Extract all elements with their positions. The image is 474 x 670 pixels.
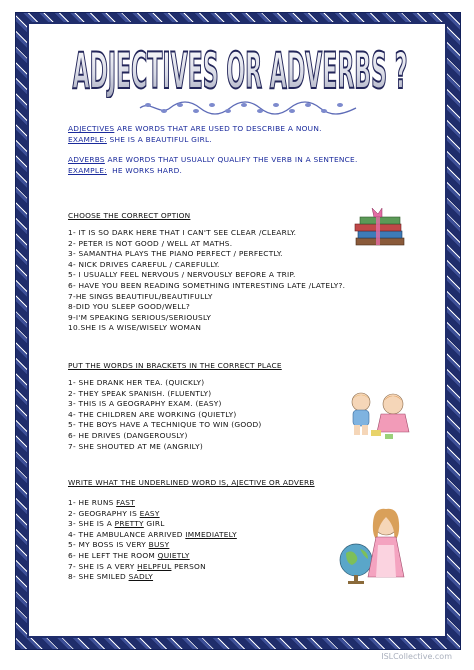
item-text: PERSON <box>171 561 206 571</box>
item-text: 2- GEOGRAPHY IS <box>68 508 140 518</box>
item-text: 7- SHE IS A VERY <box>68 561 138 571</box>
underlined-word: FAST <box>116 498 136 507</box>
list-item <box>68 498 237 509</box>
section2-heading: PUT THE WORDS IN BRACKETS IN THE CORRECT PLACE <box>68 361 282 370</box>
list-item <box>68 551 237 562</box>
adjectives-term: ADJECTIVES <box>68 124 115 133</box>
list-item: 1- SHE DRANK HER TEA. (QUICKLY) <box>68 378 205 387</box>
adjectives-def-text: ARE WORDS THAT ARE USED TO DESCRIBE A NOUN. <box>114 124 322 133</box>
list-item: 4- THE CHILDREN ARE WORKING (QUIETLY) <box>68 409 237 419</box>
underlined-word: BUSY <box>148 540 170 550</box>
list-item: 6- HE DRIVES (DANGEROUSLY) <box>68 430 188 440</box>
adjectives-example <box>68 135 212 144</box>
item-text: 4- THE AMBULANCE ARRIVED <box>68 529 186 539</box>
item-text: 5- MY BOSS IS VERY <box>68 540 149 550</box>
adverbs-example-text: HE WORKS HARD. <box>106 166 183 175</box>
adverbs-example-label: EXAMPLE: <box>68 166 107 175</box>
list-item: 4- NICK DRIVES CAREFUL / CAREFULLY. <box>68 259 220 269</box>
underlined-word: SADLY <box>128 572 154 582</box>
section2-list <box>68 378 262 452</box>
list-item: 10.SHE IS A WISE/WISELY WOMAN <box>68 323 202 333</box>
list-item: 3- SAMANTHA PLAYS THE PIANO PERFECT / PERFECTLY. <box>68 249 283 259</box>
list-item <box>68 540 237 551</box>
page-title <box>0 28 474 98</box>
list-item: 2- THEY SPEAK SPANISH. (FLUENTLY) <box>68 388 212 398</box>
list-item: 7- SHE SHOUTED AT ME (ANGRILY) <box>68 441 203 451</box>
item-text: GIRL <box>143 519 165 529</box>
underlined-word: HELPFUL <box>137 561 172 571</box>
title-text: ADJECTIVES OR ADVERBS ? <box>72 41 408 98</box>
adjectives-example-text: SHE IS A BEAUTIFUL GIRL. <box>106 135 212 144</box>
list-item: 8-DID YOU SLEEP GOOD/WELL? <box>68 302 191 312</box>
adverbs-def-text: ARE WORDS THAT USUALLY QUALIFY THE VERB IN A SENTENCE. <box>104 155 358 164</box>
list-item: 9-I'M SPEAKING SERIOUS/SERIOUSLY <box>68 312 212 322</box>
list-item <box>68 519 237 530</box>
adverbs-definition <box>68 155 358 164</box>
list-item: 3- THIS IS A GEOGRAPHY EXAM. (EASY) <box>68 399 222 409</box>
decorative-vine <box>138 100 358 116</box>
list-item: 1- IT IS SO DARK HERE THAT I CAN'T SEE CLEAR /CLEARLY. <box>68 228 297 237</box>
list-item <box>68 509 237 520</box>
girl-globe-illustration <box>338 505 413 585</box>
item-text: 6- HE LEFT THE ROOM <box>68 550 158 560</box>
adjectives-example-label: EXAMPLE: <box>68 135 107 144</box>
footer-watermark: ISLCollective.com <box>381 652 452 661</box>
list-item: 2- PETER IS NOT GOOD / WELL AT MATHS. <box>68 238 233 248</box>
list-item <box>68 530 237 541</box>
section1-heading: CHOOSE THE CORRECT OPTION <box>68 211 191 220</box>
section1-list <box>68 228 345 334</box>
underlined-word: EASY <box>139 508 160 518</box>
list-item: 5- THE BOYS HAVE A TECHNIQUE TO WIN (GOOD) <box>68 420 262 430</box>
list-item: 5- I USUALLY FEEL NERVOUS / NERVOUSLY BEFORE A TRIP. <box>68 270 296 280</box>
list-item: 6- HAVE YOU BEEN READING SOMETHING INTERESTING LATE /LATELY?. <box>68 280 346 290</box>
children-illustration <box>345 388 415 440</box>
item-text: 8- SHE SMILED <box>68 572 129 582</box>
underlined-word: QUIETLY <box>157 550 190 560</box>
adverbs-example <box>68 166 182 175</box>
section3-list <box>68 498 237 583</box>
list-item <box>68 572 237 583</box>
underlined-word: PRETTY <box>114 519 144 529</box>
adjectives-definition <box>68 124 322 133</box>
adverbs-term: ADVERBS <box>68 155 105 164</box>
list-item <box>68 562 237 573</box>
item-text: 3- SHE IS A <box>68 519 115 529</box>
section3-heading: WRITE WHAT THE UNDERLINED WORD IS, AJECTIVE OR ADVERB <box>68 478 315 487</box>
underlined-word: IMMEDIATELY <box>185 529 237 539</box>
item-text: 1- HE RUNS <box>68 498 117 507</box>
list-item: 7-HE SINGS BEAUTIFUL/BEAUTIFULLY <box>68 291 213 301</box>
books-illustration <box>352 208 410 248</box>
